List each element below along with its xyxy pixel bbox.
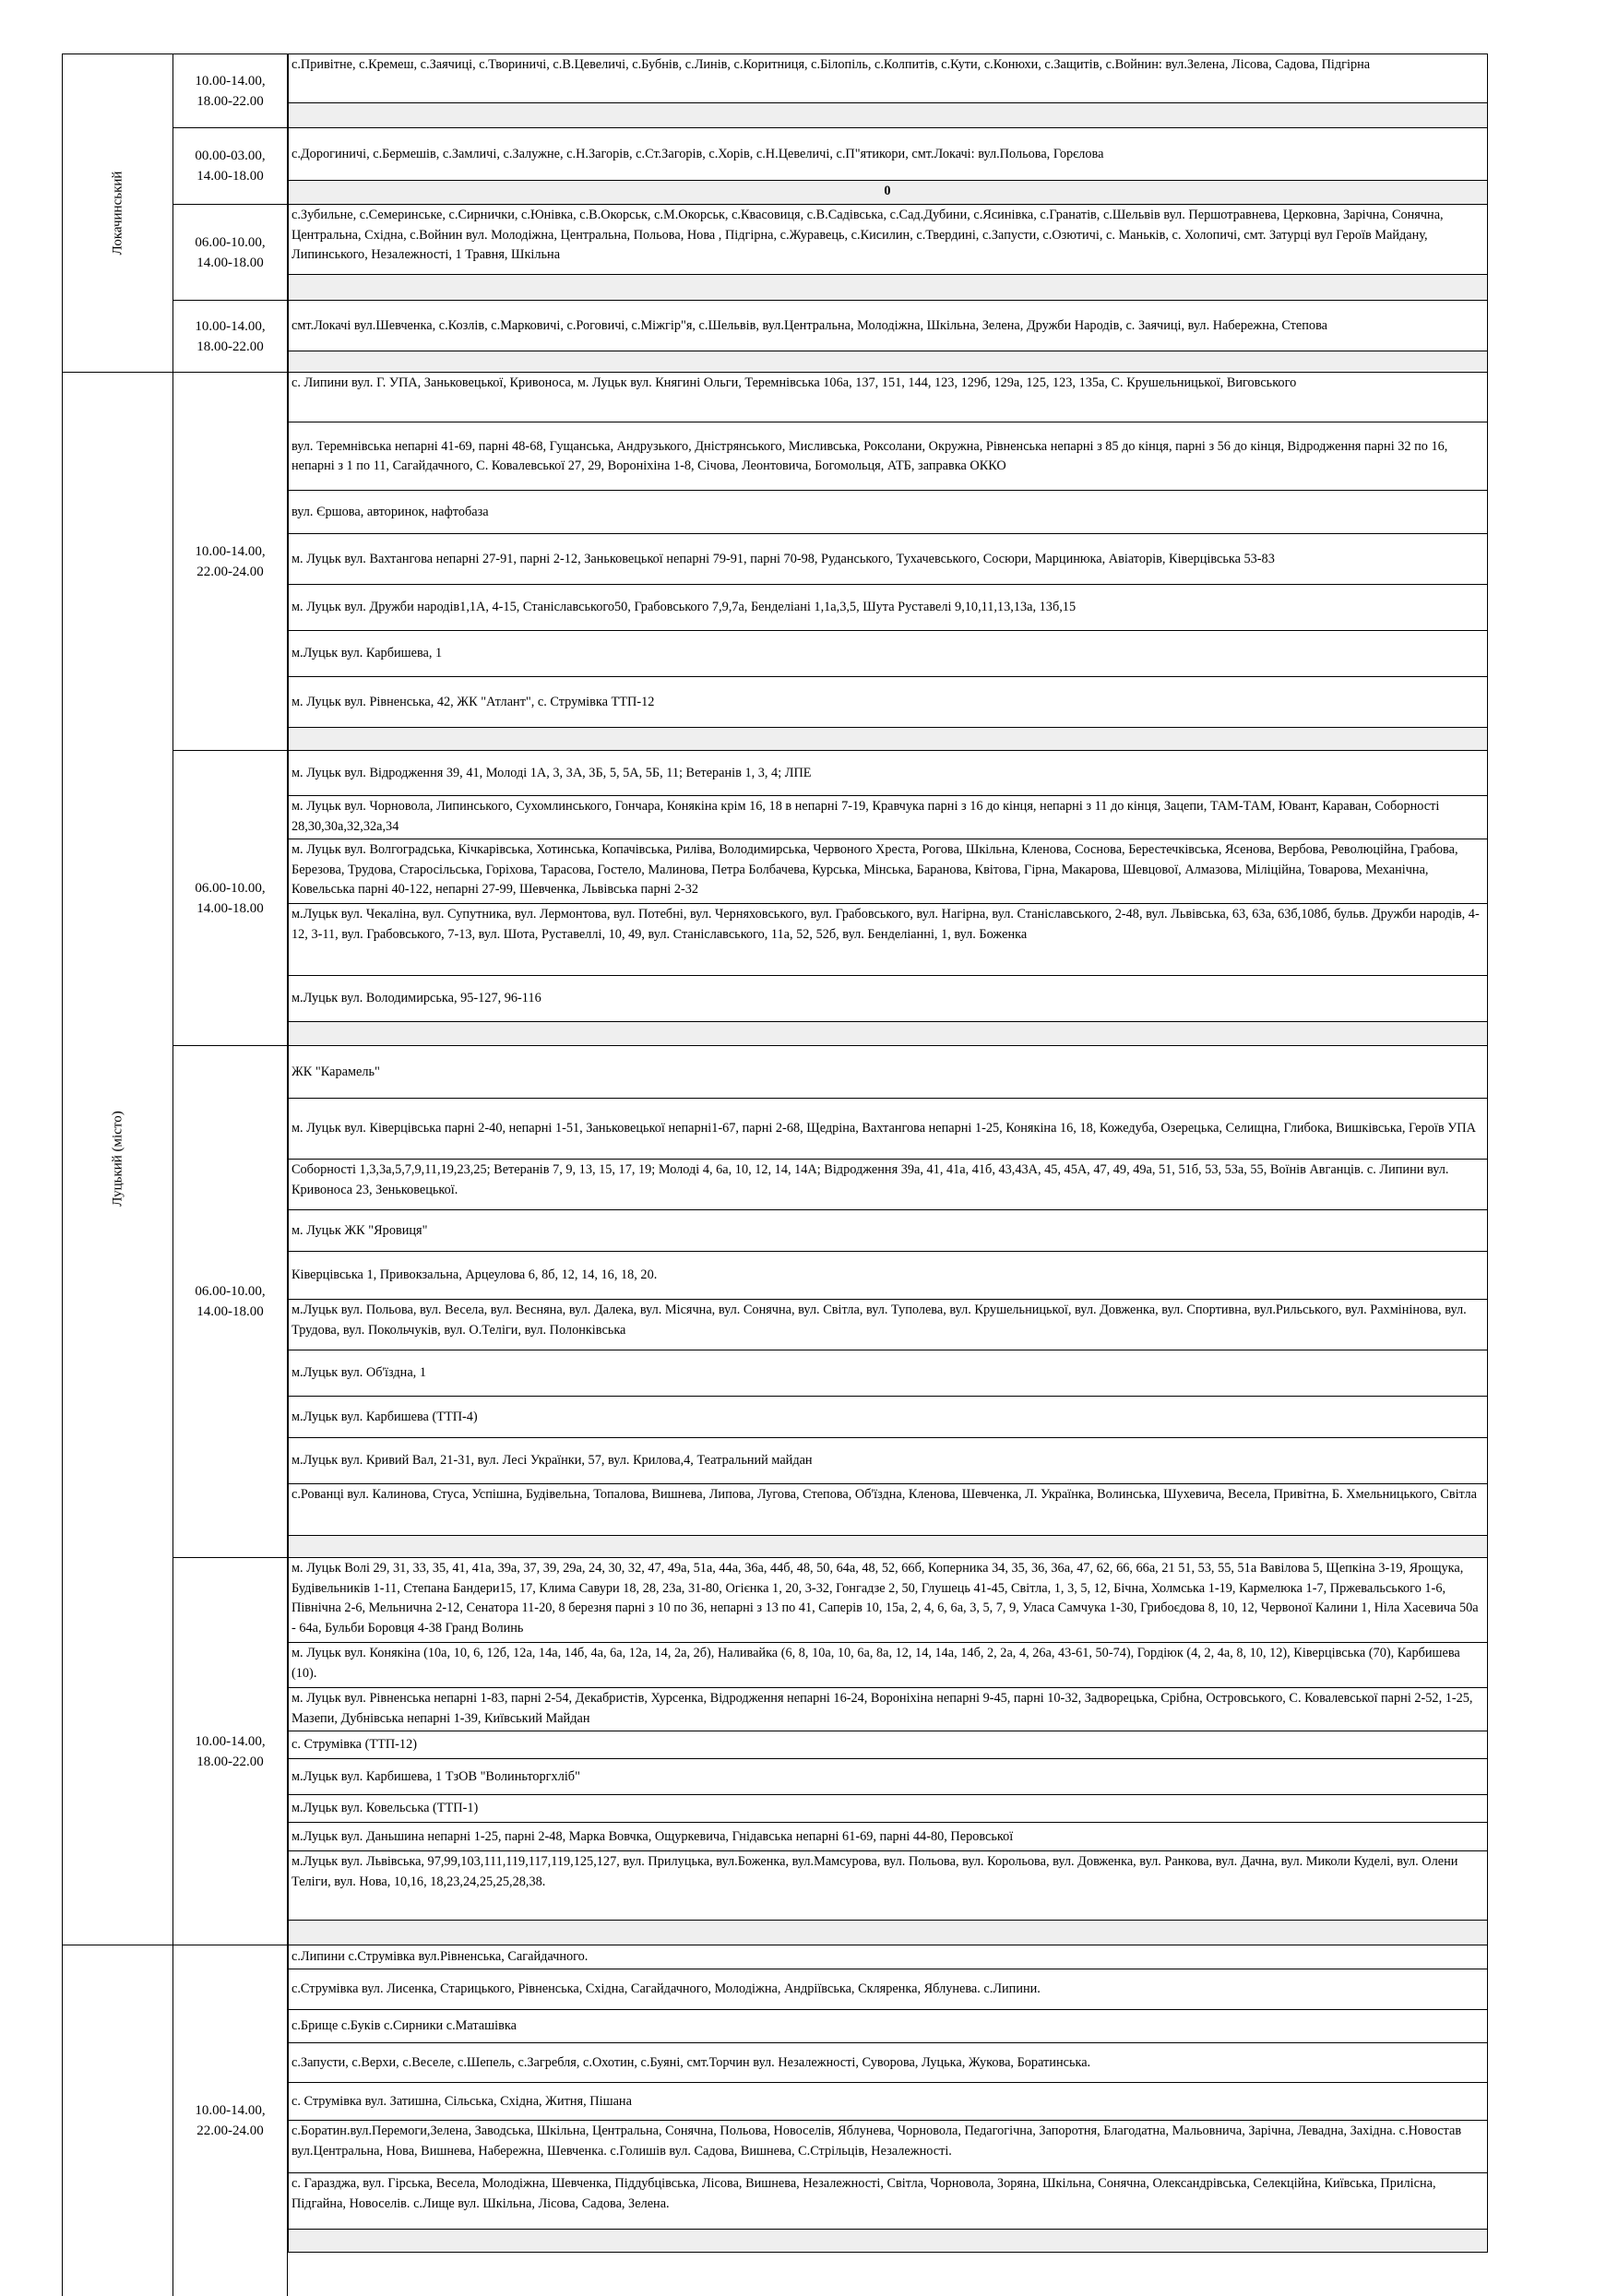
time-slot bbox=[173, 1945, 288, 2296]
spacer-row bbox=[288, 1022, 1488, 1046]
time-slot bbox=[173, 1046, 288, 1558]
address-row bbox=[288, 1731, 1488, 1759]
address-row bbox=[288, 1759, 1488, 1795]
time-slot-text: 06.00-10.00, 14.00-18.00 bbox=[195, 234, 266, 270]
address-text: м.Луцьк вул. Чекаліна, вул. Супутника, вул. Лермонтова, вул. Потебні, вул. Черняховського, вул. Грабовського, вул. Нагірна, вул. Станіславського, 2-48, вул. Львівська, 63, 63а, 63б,108б, бульв. Дружби народів, 4-12, 3-11, вул. Грабовського, 7-13, вул. Шота, Руставеллі, 10, 49, вул. Станіславського, 11а, 52, 52б, вул. Бенделіанні, 1, вул. Боженка bbox=[291, 907, 1480, 942]
address-row bbox=[288, 1252, 1488, 1300]
address-text: с.Зубильне, с.Семеринське, с.Сирнички, с.Юнівка, с.В.Окорськ, с.М.Окорськ, с.Квасовиця, с.В.Садівська, с.Сад.Дубини, с.Ясинівка, с.Гранатів, с.Шельвів вул. Першотравнева, Церковна, Зарічна, Сонячна, Центральна, Східна, с.Войнин вул. Молодіжна, Центральна, Польова, Нова , Підгірна, с.Журавець, с.Кисилин, с.Твердині, с.Запусти, с.Озютичі, с. Маньків, с. Холопичі, смт. Затурці вул Героїв Майдану, Липинського, Незалежності, 1 Травня, Шкільна bbox=[291, 208, 1444, 262]
address-text: м.Луцьк вул. Кривий Вал, 21-31, вул. Лесі Українки, 57, вул. Крилова,4, Театральний майдан bbox=[291, 1453, 813, 1469]
address-text: с.Липини с.Струмівка вул.Рівненська, Сагайдачного. bbox=[291, 1949, 589, 1965]
spacer-row bbox=[288, 351, 1488, 373]
district-name: Локачинський bbox=[110, 171, 125, 256]
address-row bbox=[288, 534, 1488, 585]
address-text: с.Дорогиничі, с.Бермешів, с.Замличі, с.Залужне, с.Н.Загорів, с.Ст.Загорів, с.Хорів, с.Н.Цевеличі, с.П"ятикори, смт.Локачі: вул.Польова, Горєлова bbox=[291, 146, 1104, 161]
address-row bbox=[288, 422, 1488, 491]
address-text: м. Луцьк вул. Ківерцівська парні 2-40, непарні 1-51, Заньковецької непарні1-67, парні 2-68, Щедріна, Вахтангова непарні 1-25, Конякіна 16, 18, Кожедуба, Озерецька, Селищна, Глибока, Вишківська, Героїв УПА bbox=[291, 1121, 1476, 1136]
address-row bbox=[288, 1484, 1488, 1536]
time-slot-text: 10.00-14.00, 22.00-24.00 bbox=[195, 543, 266, 579]
address-text: м.Луцьк вул. Львівська, 97,99,103,111,119,117,119,125,127, вул. Прилуцька, вул.Боженка, вул.Мамсурова, вул. Польова, вул. Корольова, вул. Довженка, вул. Ранкова, вул. Дачна, вул. Миколи Куделі, вул. Олени Теліги, вул. Нова, 10,16, 18,23,24,25,25,28,38. bbox=[291, 1854, 1458, 1889]
address-row bbox=[288, 677, 1488, 728]
address-text: с.Струмівка вул. Лисенка, Старицького, Рівненська, Східна, Сагайдачного, Молодіжна, Андріївська, Скляренка, Яблунева. с.Липини. bbox=[291, 1981, 1041, 1997]
address-row bbox=[288, 373, 1488, 422]
spacer-row bbox=[288, 275, 1488, 301]
address-row bbox=[288, 491, 1488, 534]
address-text: м. Луцьк ЖК "Яровиця" bbox=[291, 1222, 428, 1238]
time-slot-text: 06.00-10.00, 14.00-18.00 bbox=[195, 880, 266, 916]
time-slot-text: 06.00-10.00, 14.00-18.00 bbox=[195, 1284, 266, 1319]
address-text: м. Луцьк вул. Волгоградська, Кічкарівська, Хотинська, Копачівська, Риліва, Володимирська, Червоного Хреста, Рогова, Шкільна, Кленова, Соснова, Берестечківська, Ясенова, Вербова, Революційна, Грабова, Березова, Трудова, Старосільська, Горіхова, Тарасова, Гостело, Малинова, Петра Болбачева, Курська, Мінська, Баранова, Квітова, Гірна, Макарова, Шевцової, Алмазова, Міліційна, Товарова, Механічна, Ковельська парні 40-122, непарні 27-99, Шевченка, Львівська парні 2-32 bbox=[291, 842, 1458, 897]
address-row bbox=[288, 2043, 1488, 2083]
address-text: м. Луцьк вул. Вахтангова непарні 27-91, парні 2-12, Заньковецької непарні 79-91, парні 70-98, Руданського, Тухачевського, Сосюри, Марцинюка, Авіаторів, Ківерцівська 53-83 bbox=[291, 551, 1275, 566]
spacer-row bbox=[288, 103, 1488, 128]
time-slot bbox=[173, 1558, 288, 1945]
address-text: с.Привітне, с.Кремеш, с.Заячиці, с.Твориничі, с.В.Цевеличі, с.Бубнів, с.Линів, с.Коритниця, с.Білопіль, с.Колпитів, с.Кути, с.Конюхи, с.Защитів, с.Войнин: вул.Зелена, Лісова, Садова, Підгірна bbox=[291, 57, 1371, 72]
address-row bbox=[288, 796, 1488, 839]
address-row bbox=[288, 205, 1488, 275]
time-slot bbox=[173, 128, 288, 205]
address-row bbox=[288, 839, 1488, 904]
district-name: Луцький (місто) bbox=[110, 1111, 125, 1207]
address-row bbox=[288, 1160, 1488, 1210]
district-cell-lokachi bbox=[62, 54, 173, 373]
address-row bbox=[288, 1795, 1488, 1823]
address-row bbox=[288, 54, 1488, 103]
address-text: м.Луцьк вул. Польова, вул. Весела, вул. Весняна, вул. Далека, вул. Місячна, вул. Сонячна, вул. Світла, вул. Туполева, вул. Крушельницької, вул. Довженка, вул. Спортивна, вул.Рильського, вул. Рахмінінова, вул. Трудова, вул. Покольчуків, вул. О.Теліги, вул. Полонківська bbox=[291, 1303, 1467, 1338]
address-text: м.Луцьк вул. Карбишева, 1 ТзОВ "Волиньторгхліб" bbox=[291, 1768, 580, 1784]
address-row bbox=[288, 2083, 1488, 2121]
spacer-row bbox=[288, 1536, 1488, 1558]
time-slot-text: 10.00-14.00, 18.00-22.00 bbox=[195, 73, 266, 109]
address-row bbox=[288, 1099, 1488, 1160]
address-text: с.Запусти, с.Верхи, с.Веселе, с.Шепель, с.Загребля, с.Охотин, с.Буяні, смт.Торчин вул. Незалежності, Суворова, Луцька, Жукова, Боратинська. bbox=[291, 2054, 1091, 2070]
address-text: м.Луцьк вул. Володимирська, 95-127, 96-116 bbox=[291, 991, 541, 1006]
address-text: смт.Локачі вул.Шевченка, с.Козлів, с.Марковичі, с.Роговичі, с.Міжгір"я, с.Шельвів, вул.Центральна, Молодіжна, Шкільна, Зелена, Дружби Народів, с. Заячиці, вул. Набережна, Степова bbox=[291, 317, 1327, 333]
address-row bbox=[288, 1969, 1488, 2010]
address-text: с.Рованці вул. Калинова, Стуса, Успішна, Будівельна, Топалова, Вишнева, Липова, Лугова, Степова, Об'їздна, Кленова, Шевченка, Л. Українка, Волинська, Шухевича, Весела, Привітна, Б. Хмельницького, Світла bbox=[291, 1487, 1477, 1502]
address-text: с.Брище с.Буків с.Сирники с.Маташівка bbox=[291, 2018, 517, 2034]
time-slot bbox=[173, 751, 288, 1046]
address-row bbox=[288, 1558, 1488, 1643]
time-slot-text: 10.00-14.00, 18.00-22.00 bbox=[195, 1733, 266, 1769]
address-text: м. Луцьк вул. Конякіна (10а, 10, 6, 12б, 12а, 14а, 14б, 4а, 6а, 12а, 14, 2а, 2б), Наливайка (6, 8, 10а, 10, 6а, 8а, 12, 14, 14а, 14б, 2, 2а, 4, 26а, 43-61, 50-74), Гордіюк (4, 2, 4а, 8, 10, 12), Ківерцівська (70), Карбишева (10). bbox=[291, 1646, 1460, 1681]
address-text: Ківерцівська 1, Привокзальна, Арцеулова 6, 8б, 12, 14, 16, 18, 20. bbox=[291, 1267, 658, 1283]
address-row bbox=[288, 2010, 1488, 2043]
address-row bbox=[288, 751, 1488, 796]
time-slot bbox=[173, 373, 288, 751]
address-row bbox=[288, 2121, 1488, 2173]
address-row bbox=[288, 1945, 1488, 1969]
spacer-row bbox=[288, 1921, 1488, 1945]
address-text: м.Луцьк вул. Об'їздна, 1 bbox=[291, 1365, 426, 1381]
address-row bbox=[288, 1300, 1488, 1350]
time-slot bbox=[173, 205, 288, 301]
address-row bbox=[288, 904, 1488, 976]
zero-value: 0 bbox=[884, 184, 891, 198]
address-row bbox=[288, 631, 1488, 677]
zero-row bbox=[288, 181, 1488, 205]
address-row bbox=[288, 976, 1488, 1022]
address-row bbox=[288, 1210, 1488, 1252]
address-text: м. Луцьк вул. Рівненська непарні 1-83, парні 2-54, Декабристів, Хурсенка, Відродження непарні 16-24, Вороніхіна непарні 9-45, парні 10-32, Задворецька, Срібна, Островського, С. Ковалевської парні 2-52, 1-25, Мазепи, Дубнівська непарні 1-39, Київський Майдан bbox=[291, 1691, 1473, 1726]
address-row bbox=[288, 1643, 1488, 1688]
address-row bbox=[288, 301, 1488, 351]
address-text: с. Струмівка (ТТП-12) bbox=[291, 1737, 417, 1753]
address-row bbox=[288, 128, 1488, 181]
address-row bbox=[288, 1688, 1488, 1731]
time-slot-text: 10.00-14.00, 18.00-22.00 bbox=[195, 318, 266, 354]
time-slot bbox=[173, 54, 288, 128]
time-slot bbox=[173, 301, 288, 373]
time-slot-text: 00.00-03.00, 14.00-18.00 bbox=[195, 149, 266, 184]
district-cell-next bbox=[62, 1945, 173, 2296]
address-text: м.Луцьк вул. Ковельська (ТТП-1) bbox=[291, 1801, 479, 1816]
address-text: м.Луцьк вул. Карбишева (ТТП-4) bbox=[291, 1409, 478, 1424]
address-text: вул. Теремнівська непарні 41-69, парні 48-68, Гущанська, Андрузького, Дністрянського, Мисливська, Роксолани, Окружна, Рівненська непарні з 85 до кінця, парні з 56 до кінця, Відродження парні 32 по 16, непарні з 1 по 11, Сагайдачного, С. Ковалевської 27, 29, Вороніхіна 1-8, Січова, Леонтовича, Богомольця, АТБ, заправка ОККО bbox=[291, 438, 1448, 473]
address-row bbox=[288, 1046, 1488, 1099]
district-cell-lutsk bbox=[62, 373, 173, 1945]
address-row bbox=[288, 1350, 1488, 1397]
address-row bbox=[288, 1397, 1488, 1438]
address-row bbox=[288, 1851, 1488, 1921]
address-text: с. Гаразджа, вул. Гірська, Весела, Молодіжна, Шевченка, Піддубцівська, Лісова, Вишнева, Незалежності, Світла, Чорновола, Зоряна, Шкільна, Сонячна, Олександрівська, Селекційна, Київська, Прилісна, Підгайна, Новоселів. с.Лище вул. Шкільна, Лісова, Садова, Зелена. bbox=[291, 2176, 1436, 2211]
address-text: Соборності 1,3,3а,5,7,9,11,19,23,25; Ветеранів 7, 9, 13, 15, 17, 19; Молоді 4, 6а, 10, 12, 14, 14А; Відродження 39а, 41, 41а, 41б, 43,43А, 45, 45А, 47, 49, 49а, 51, 51б, 53, 53а, 55, Воїнів Авганців. с. Липини вул. Кривоноса 23, Зеньковецької. bbox=[291, 1162, 1449, 1197]
address-row bbox=[288, 2173, 1488, 2230]
address-text: с.Боратин.вул.Перемоги,Зелена, Заводська, Шкільна, Центральна, Сонячна, Польова, Новоселів, Яблунева, Чорновола, Педагогічна, Запоротня, Благодатна, Мальовнича, Зарічна, Левадна, Західна. с.Новостав вул.Центральна, Нова, Вишнева, Набережна, Шевченка. с.Голишів вул. Садова, Вишнева, С.Стрільців, Незалежності. bbox=[291, 2124, 1462, 2159]
address-text: с. Струмівка вул. Затишна, Сільська, Східна, Житня, Пішана bbox=[291, 2093, 632, 2109]
address-row bbox=[288, 1438, 1488, 1484]
address-text: с. Липини вул. Г. УПА, Заньковецької, Кривоноса, м. Луцьк вул. Княгині Ольги, Теремнівська 106а, 137, 151, 144, 123, 129б, 129а, 125, 123, 135а, С. Крушельницької, Виговського bbox=[291, 375, 1297, 390]
address-text: ЖК "Карамель" bbox=[291, 1064, 380, 1079]
address-text: вул. Єршова, авторинок, нафтобаза bbox=[291, 504, 489, 519]
spacer-row bbox=[288, 2230, 1488, 2253]
address-text: м. Луцьк вул. Рівненська, 42, ЖК "Атлант", с. Струмівка ТТП-12 bbox=[291, 694, 655, 709]
time-slot-text: 10.00-14.00, 22.00-24.00 bbox=[195, 2103, 266, 2138]
address-text: м.Луцьк вул. Даньшина непарні 1-25, парні 2-48, Марка Вовчка, Ощуркевича, Гнідавська непарні 61-69, парні 44-80, Перовської bbox=[291, 1828, 1014, 1844]
address-text: м. Луцьк вул. Дружби народів1,1А, 4-15, Станіславського50, Грабовського 7,9,7а, Бенделіані 1,1а,3,5, Шута Руставелі 9,10,11,13,13а, 13б,15 bbox=[291, 600, 1077, 615]
address-text: м. Луцьк Волі 29, 31, 33, 35, 41, 41а, 39а, 37, 39, 29а, 24, 30, 32, 47, 49а, 51а, 44а, 36а, 44б, 48, 50, 64а, 48, 52, 66б, Коперника 34, 35, 36, 36а, 47, 62, 66, 66а, 21 51, 53, 55, 51а Вавілова 5, Щепкіна 3-19, Ярощука, Будівельників 1-11, Степана Бандери15, 17, Клима Савури 18, 28, 23а, 31-80, Огієнка 1, 20, 3-32, Гонгадзе 2, 50, Глушець 41-45, Світла, 1, 3, 5, 12, Бічна, Холмська 1-19, Кармелюка 1-7, Пржевальського 1-6, Північна 2-6, Мельнична 2-12, Сенатора 11-20, 8 березня парні з 10 по 36, непарні з 13 по 41, Саперів 10, 15а, 2, 4, 6, 6а, 3, 5, 7, 9, Уласа Самчука 1-30, Грибоєдова 8, 10, 12, Червоної Калини 1, Ніла Хасевича 50а - 64а, Бульби Боровця 4-38 Гранд Волинь bbox=[291, 1561, 1479, 1636]
address-text: м.Луцьк вул. Карбишева, 1 bbox=[291, 646, 443, 661]
spacer-row bbox=[288, 728, 1488, 751]
address-row bbox=[288, 1823, 1488, 1851]
address-text: м. Луцьк вул. Чорновола, Липинського, Сухомлинського, Гончара, Конякіна крім 16, 18 в непарні 7-19, Кравчука парні з 16 до кінця, непарні з 11 до кінця, Зацепи, ТАМ-ТАМ, Ювант, Караван, Соборності 28,30,30а,32,32а,34 bbox=[291, 799, 1440, 834]
address-row bbox=[288, 585, 1488, 631]
address-text: м. Луцьк вул. Відродження 39, 41, Молоді 1А, 3, 3А, 3Б, 5, 5А, 5Б, 11; Ветеранів 1, 3, 4; ЛПЕ bbox=[291, 765, 812, 780]
